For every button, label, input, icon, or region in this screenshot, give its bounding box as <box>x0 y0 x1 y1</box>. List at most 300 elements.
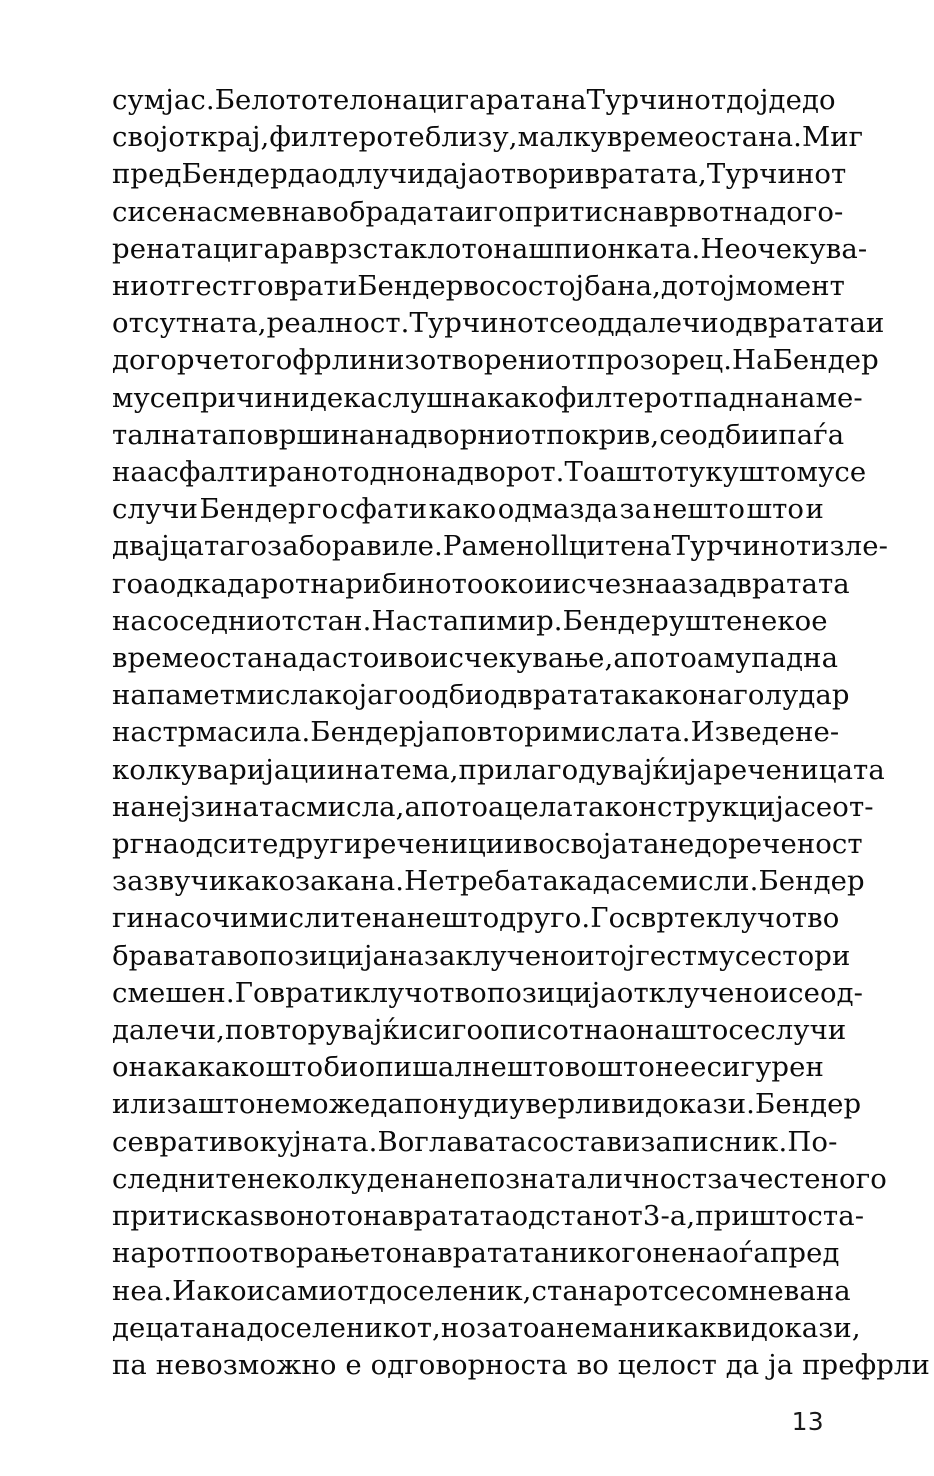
text-word: отвори <box>484 158 585 191</box>
text-line <box>112 603 828 640</box>
text-word: стори <box>766 939 851 972</box>
text-word: Изведе <box>690 716 796 749</box>
text-word: од- <box>819 976 864 1009</box>
text-word: филтерот <box>269 121 409 154</box>
text-word: во <box>397 642 431 675</box>
text-word: и <box>769 976 789 1009</box>
text-line <box>112 528 889 565</box>
text-word: асфалтираното <box>146 456 370 489</box>
text-word: за <box>166 1088 199 1121</box>
text-word: одби <box>414 679 484 712</box>
text-word: до <box>801 84 836 116</box>
text-word: догорчето <box>112 344 262 377</box>
text-word: која <box>324 679 384 712</box>
text-word: реалност. <box>266 307 410 340</box>
text-word: друго. <box>499 902 591 935</box>
text-word: се <box>734 939 767 972</box>
text-word: паѓа <box>778 418 845 451</box>
text-word: тема, <box>380 753 459 786</box>
text-word: се <box>626 865 659 898</box>
text-word: Бендер <box>181 158 288 191</box>
text-word: не <box>655 1051 690 1084</box>
text-word: во <box>522 828 555 861</box>
text-word: недореченост <box>659 828 863 861</box>
text-word: рибиното <box>345 567 484 600</box>
text-word: а <box>613 642 630 675</box>
text-word: позиција <box>259 939 389 972</box>
text-word: во <box>564 1051 598 1084</box>
text-word: уште <box>668 604 743 637</box>
text-word: Бендер <box>310 716 417 749</box>
text-word: го <box>383 679 415 712</box>
text-word: изле- <box>811 530 889 563</box>
text-word: Бендер <box>357 270 464 303</box>
text-word: реченицата <box>713 753 885 786</box>
text-word: исчезнаа <box>552 567 688 600</box>
text-word: далечи, <box>112 1014 226 1047</box>
text-line <box>112 1310 861 1347</box>
text-line <box>112 1273 851 1310</box>
text-word: рената <box>112 232 213 265</box>
text-word: тело <box>317 84 384 116</box>
text-word: оддалечи <box>580 307 719 340</box>
text-word: време <box>606 121 695 154</box>
text-word: во <box>227 1125 260 1158</box>
text-word: и <box>504 828 523 861</box>
text-word: на <box>402 1237 438 1270</box>
text-word: малку <box>517 121 607 154</box>
text-word: стаклото <box>362 232 494 265</box>
text-word: сврте <box>625 902 706 935</box>
text-word: не- <box>795 716 840 749</box>
text-word: варијации <box>197 753 346 786</box>
text-word: би <box>323 1051 359 1084</box>
text-word: притиска <box>112 1200 250 1233</box>
text-word: никого <box>550 1237 653 1270</box>
text-line <box>112 119 864 156</box>
text-line <box>112 231 868 268</box>
text-word: се <box>800 790 833 823</box>
text-word: сфати <box>339 493 428 526</box>
text-word: фрли <box>292 344 368 377</box>
text-word: целата <box>504 790 605 823</box>
text-word: Миг <box>801 121 864 154</box>
text-word: отворениот <box>419 344 587 377</box>
text-word: понуди <box>403 1088 510 1121</box>
text-word: одлучи <box>321 158 426 191</box>
text-line <box>112 268 845 305</box>
text-word: за <box>476 1311 508 1344</box>
text-word: падна <box>751 642 839 675</box>
text-line <box>112 1161 887 1198</box>
text-word: повтори <box>441 716 561 749</box>
text-word: од <box>511 1200 546 1233</box>
text-line <box>112 491 824 528</box>
text-word: го <box>235 530 267 563</box>
text-word: што <box>597 1051 655 1084</box>
text-word: својата <box>554 828 660 861</box>
text-line <box>112 640 839 677</box>
text-word: се <box>549 307 581 340</box>
text-word: покрив, <box>546 418 660 451</box>
text-word: и <box>576 939 595 972</box>
text-word: неколку <box>247 1162 367 1195</box>
text-word: на <box>584 1014 620 1047</box>
text-word: како <box>197 1051 266 1084</box>
text-word: и <box>865 307 885 340</box>
text-word: на <box>493 232 529 265</box>
text-word: на <box>421 456 457 489</box>
text-word: на <box>551 84 587 116</box>
text-word: да <box>370 1088 404 1121</box>
text-word: Турчинот <box>409 307 550 340</box>
text-word: отворањето <box>231 1237 403 1270</box>
text-word: тоа <box>507 1311 557 1344</box>
text-word: сомнева <box>695 1274 816 1307</box>
text-word: насмевна <box>177 195 317 228</box>
text-word: од <box>159 567 194 600</box>
text-word: треба <box>444 865 528 898</box>
text-word: Бендер <box>562 604 669 637</box>
text-word: остана <box>199 642 299 675</box>
text-word: кујната. <box>259 1125 378 1158</box>
text-word: Турчинот <box>706 158 847 191</box>
text-word: низ <box>367 344 420 377</box>
text-word: врз <box>314 232 363 265</box>
text-word: реченици <box>362 828 505 861</box>
text-word: го <box>242 270 274 303</box>
text-word: на <box>112 604 147 637</box>
text-word: дена <box>366 1162 436 1195</box>
text-line <box>112 900 840 937</box>
text-line <box>112 677 850 714</box>
text-word: остана. <box>694 121 802 154</box>
text-word: описот <box>483 1014 585 1047</box>
text-word: во <box>454 976 487 1009</box>
text-word: стои <box>331 642 398 675</box>
text-word: дека <box>309 381 378 414</box>
text-word: не <box>652 1237 688 1270</box>
text-word: дворот. <box>456 456 565 489</box>
text-word: 3-а, <box>642 1200 696 1233</box>
text-word: Бендер <box>772 344 879 377</box>
text-word: му <box>697 939 735 972</box>
text-word: случи <box>112 493 199 526</box>
text-word: Не <box>404 865 445 898</box>
text-word: се <box>728 1014 761 1047</box>
page-number: 13 <box>791 1407 824 1436</box>
text-word: непозната <box>435 1162 587 1195</box>
text-word: за <box>619 493 652 526</box>
text-word: и <box>805 493 824 526</box>
text-word: насочи <box>144 902 249 935</box>
text-line <box>112 417 845 454</box>
text-word: вратата <box>517 679 631 712</box>
text-word: време <box>112 642 200 675</box>
text-word: вратата, <box>584 158 707 191</box>
text-word: самиот <box>265 1274 369 1307</box>
text-word: от- <box>832 790 874 823</box>
text-word: Настапи <box>371 604 497 637</box>
text-word: брадата <box>348 195 466 228</box>
text-word: или <box>112 1088 167 1121</box>
text-word: сила. <box>233 716 311 749</box>
text-word: и <box>246 1274 266 1307</box>
text-word: Го <box>590 902 626 935</box>
text-word: близу, <box>424 121 518 154</box>
text-line <box>112 789 874 826</box>
text-word: што <box>749 1200 808 1233</box>
text-word: Бендер <box>199 493 306 526</box>
text-word: ја <box>416 716 442 749</box>
text-word: да <box>425 158 460 191</box>
text-word: јас. <box>165 84 215 116</box>
text-word: тој <box>594 939 636 972</box>
text-line: па невозможно е одговорноста во целост да ја префрли <box>112 1348 930 1381</box>
text-word: го <box>855 1162 887 1195</box>
text-word: што <box>616 456 674 489</box>
text-word: талната <box>112 418 229 451</box>
text-word: следните <box>112 1162 248 1195</box>
text-word: гест <box>635 939 698 972</box>
text-word: Бендер <box>758 865 865 898</box>
text-word: колку <box>112 753 198 786</box>
text-word: смешен. <box>112 976 235 1009</box>
text-word: се <box>788 976 820 1009</box>
text-word: По- <box>787 1125 838 1158</box>
text-word: на <box>371 902 407 935</box>
text-word: на <box>363 1200 399 1233</box>
text-word: заклучено <box>423 939 577 972</box>
text-word: одби <box>691 418 760 451</box>
text-word: ги <box>112 902 145 935</box>
text-word: закана. <box>295 865 405 898</box>
text-word: како <box>428 493 497 526</box>
text-word: зачестено <box>707 1162 856 1195</box>
text-word: тој <box>694 270 736 303</box>
text-word: на <box>636 530 672 563</box>
text-word: му <box>713 642 752 675</box>
text-word: на <box>112 790 147 823</box>
text-word: дого- <box>769 195 844 228</box>
text-word: од <box>483 679 518 712</box>
text-word: од <box>179 828 213 861</box>
text-word: личност <box>587 1162 708 1195</box>
text-word: состојба <box>495 270 618 303</box>
text-word: конструкција <box>604 790 801 823</box>
text-word: на <box>388 939 424 972</box>
text-word: нешто <box>472 1051 565 1084</box>
text-word: состави <box>526 1125 641 1158</box>
text-word: тукушто <box>673 456 797 489</box>
text-word: нема <box>556 1311 629 1344</box>
text-word: смисла, <box>290 790 405 823</box>
text-word: двајцата <box>112 530 236 563</box>
text-word: на, <box>617 270 661 303</box>
text-word: а <box>404 790 421 823</box>
text-word: на <box>345 753 381 786</box>
text-word: го <box>307 493 339 526</box>
text-word: зазвучи <box>112 865 228 898</box>
text-word: на <box>310 567 346 600</box>
text-line <box>112 863 865 900</box>
text-word: сум <box>112 84 166 116</box>
text-word: на <box>112 679 147 712</box>
text-word: повторувајќи <box>225 1014 419 1047</box>
text-word: сигурен <box>706 1051 824 1084</box>
text-word: отсутната, <box>112 307 267 340</box>
text-line <box>112 82 836 119</box>
text-word: пред <box>112 158 182 191</box>
text-word: Го <box>234 976 270 1009</box>
text-word: ргна <box>112 828 180 861</box>
text-word: шпионката. <box>528 232 701 265</box>
text-word: на <box>815 1274 851 1307</box>
text-word: случи <box>760 1014 847 1047</box>
text-word: се <box>834 456 867 489</box>
text-word: доселеникот, <box>246 1311 441 1344</box>
text-word: соседниот <box>146 604 297 637</box>
text-word: зад <box>687 567 737 600</box>
text-word: дворниот <box>410 418 547 451</box>
text-word: уверливи <box>509 1088 646 1121</box>
text-word: памет <box>146 679 236 712</box>
text-word: потоа <box>629 642 714 675</box>
text-word: главата <box>414 1125 527 1158</box>
text-word: исчекување, <box>430 642 614 675</box>
text-word: во <box>463 270 496 303</box>
text-word: може <box>290 1088 371 1121</box>
text-word: притисна <box>514 195 654 228</box>
text-word: Иако <box>172 1274 247 1307</box>
text-word: сите <box>212 828 279 861</box>
text-word: стрма <box>146 716 234 749</box>
text-line <box>112 454 867 491</box>
text-word: на <box>375 418 411 451</box>
text-word: бравата <box>112 939 227 972</box>
text-word: нешто <box>652 493 746 526</box>
text-word: ѕвоното <box>249 1200 364 1233</box>
text-word: записник. <box>640 1125 788 1158</box>
text-word: што <box>746 493 805 526</box>
text-word: она <box>619 1014 671 1047</box>
text-word: нејзината <box>146 790 291 823</box>
text-line <box>112 975 864 1012</box>
text-word: како <box>227 865 295 898</box>
text-word: како <box>630 679 699 712</box>
text-word: момент <box>735 270 845 303</box>
text-word: од <box>718 307 753 340</box>
text-word: Турчинот <box>586 84 727 116</box>
text-word: станарот <box>531 1274 664 1307</box>
text-line <box>112 1086 862 1123</box>
text-word: на <box>211 1311 247 1344</box>
text-word: гест <box>180 270 243 303</box>
text-word: клучот <box>705 902 808 935</box>
text-word: некое <box>742 604 828 637</box>
text-word: вратата <box>398 1200 512 1233</box>
text-word: гоа <box>112 567 160 600</box>
text-word: удар <box>782 679 850 712</box>
text-word: мислите <box>248 902 372 935</box>
text-word: стан. <box>296 604 372 637</box>
text-word: што <box>198 1088 256 1121</box>
text-word: докази, <box>750 1311 861 1344</box>
text-word: мир. <box>496 604 563 637</box>
text-word: си <box>418 1014 453 1047</box>
text-word: површина <box>228 418 376 451</box>
text-word: докази. <box>645 1088 756 1121</box>
text-word: се <box>663 1274 696 1307</box>
text-word: но <box>440 1311 476 1344</box>
text-word: на <box>734 195 770 228</box>
text-word: потоа <box>420 790 505 823</box>
text-word: врвот <box>653 195 735 228</box>
text-word: што <box>670 1014 729 1047</box>
text-word: нарот <box>112 1237 197 1270</box>
text-word: во <box>316 195 349 228</box>
text-word: ста- <box>807 1200 865 1233</box>
text-word: не <box>255 1088 291 1121</box>
text-line <box>112 305 885 342</box>
text-word: и <box>759 418 779 451</box>
text-word: својот <box>112 121 201 154</box>
text-word: други <box>278 828 363 861</box>
text-line <box>112 714 840 751</box>
text-word: клучот <box>353 976 455 1009</box>
text-word: дно <box>369 456 422 489</box>
text-word: и <box>465 195 484 228</box>
text-word: му <box>112 381 150 414</box>
text-word: крај, <box>200 121 270 154</box>
text-word: децата <box>112 1311 212 1344</box>
text-word: слушна <box>377 381 487 414</box>
text-word: цигара <box>212 232 315 265</box>
text-line <box>112 826 863 863</box>
text-word: одмазда <box>497 493 619 526</box>
text-word: вратата <box>437 1237 551 1270</box>
text-word: е <box>408 121 425 154</box>
text-word: позиција <box>486 976 617 1009</box>
text-word: вратата <box>752 307 866 340</box>
text-word: нешто <box>406 902 500 935</box>
text-word: го <box>452 1014 484 1047</box>
text-line <box>112 342 879 379</box>
text-line <box>112 1124 838 1161</box>
text-word: го <box>483 195 515 228</box>
text-word: така <box>527 865 593 898</box>
text-word: да <box>592 865 627 898</box>
text-word: Во <box>377 1125 415 1158</box>
text-word: падна <box>693 381 781 414</box>
text-word: око <box>483 567 535 600</box>
text-word: онака <box>112 1051 198 1084</box>
text-word: пред <box>769 1237 840 1270</box>
text-word: на <box>112 716 147 749</box>
text-word: На <box>732 344 773 377</box>
text-word: нагол <box>698 679 783 712</box>
text-word: цигарата <box>418 84 552 116</box>
text-word: при <box>695 1200 750 1233</box>
text-word: ја <box>688 753 714 786</box>
text-word: се <box>145 195 178 228</box>
text-word: ја <box>459 158 485 191</box>
text-word: ме- <box>815 381 863 414</box>
text-word: никакви <box>628 1311 751 1344</box>
text-line <box>112 1235 840 1272</box>
text-word: филтерот <box>554 381 694 414</box>
text-word: Белото <box>214 84 318 116</box>
